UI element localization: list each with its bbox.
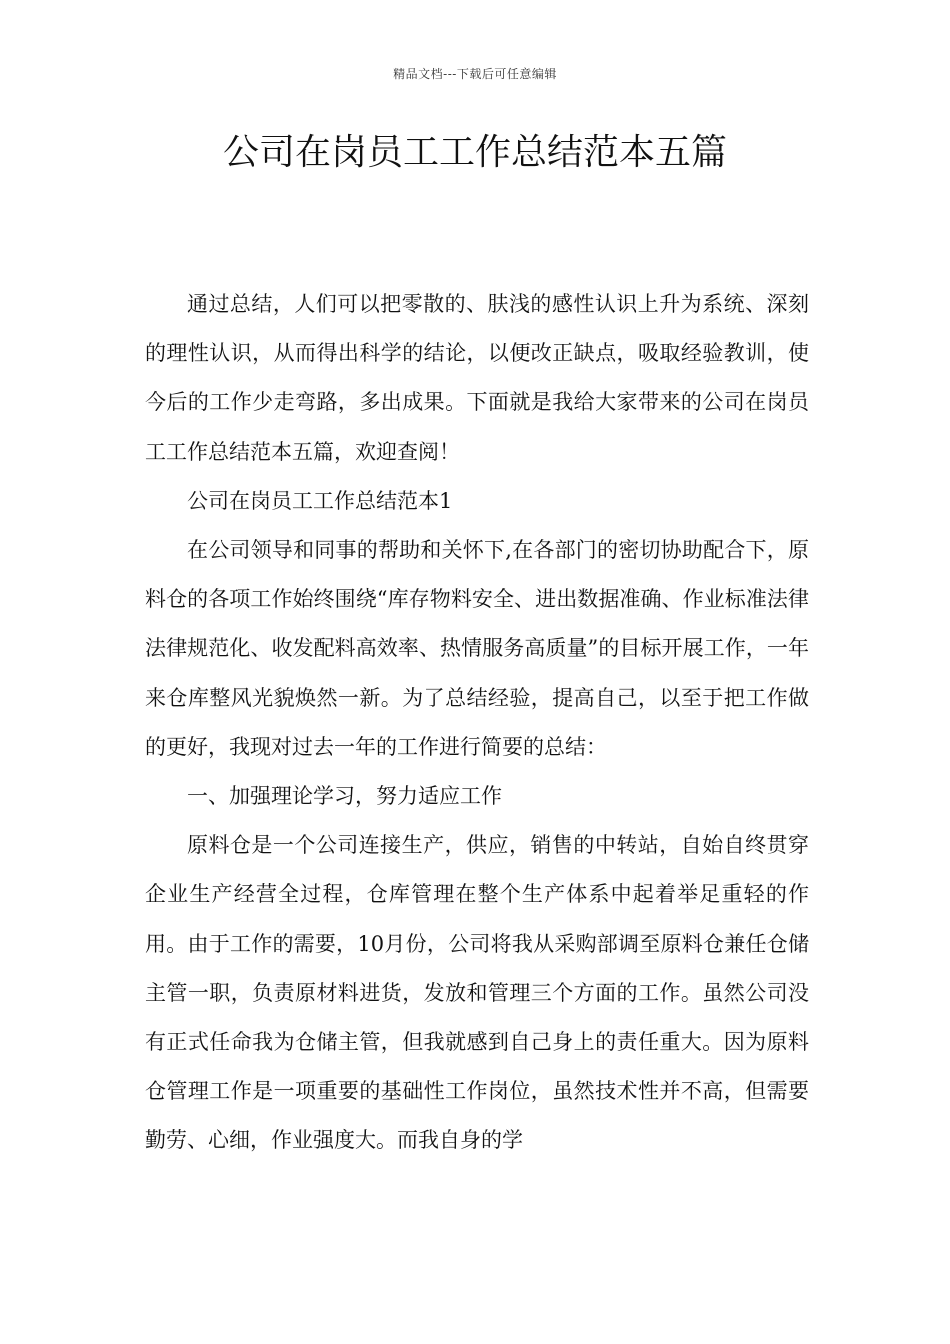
document-title: 公司在岗员工工作总结范本五篇 <box>222 132 727 173</box>
section-heading-sample-1: 公司在岗员工工作总结范本1 <box>187 488 453 513</box>
intro-paragraph: 通过总结，人们可以把零散的、肤浅的感性认识上升为系统、深刻的理性认识，从而得出科学的结论，以便改正缺点，吸取经验教训，使今后的工作少走弯路，多出成果。下面就是我给大家带来的公司在岗员工工作总结范本五篇，欢迎查阅！ <box>145 292 809 464</box>
section-heading-theory-study: 一、加强理论学习，努力适应工作 <box>187 784 502 809</box>
body-paragraph: 在公司领导和同事的帮助和关怀下,在各部门的密切协助配合下，原料仓的各项工作始终围绕“库存物料安全、进出数据准确、作业标准法律法律规范化、收发配料高效率、热情服务高质量”的目标开展工作，一年来仓库整风光貌焕然一新。为了总结经验，提高自己，以至于把工作做的更好，我现对过去一年的工作进行简要的总结： <box>145 538 809 759</box>
body-paragraph: 原料仓是一个公司连接生产，供应，销售的中转站，自始自终贯穿企业生产经营全过程，仓库管理在整个生产体系中起着举足重轻的作用。由于工作的需要，10月份，公司将我从采购部调至原料仓兼任仓储主管一职，负责原材料进货，发放和管理三个方面的工作。虽然公司没有正式任命我为仓储主管，但我就感到自己身上的责任重大。因为原料仓管理工作是一项重要的基础性工作岗位，虽然技术性并不高，但需要勤劳、心细，作业强度大。而我自身的学 <box>145 833 809 1153</box>
header-note: 精品文档---下载后可任意编辑 <box>393 67 557 81</box>
document-body <box>145 280 809 1166</box>
